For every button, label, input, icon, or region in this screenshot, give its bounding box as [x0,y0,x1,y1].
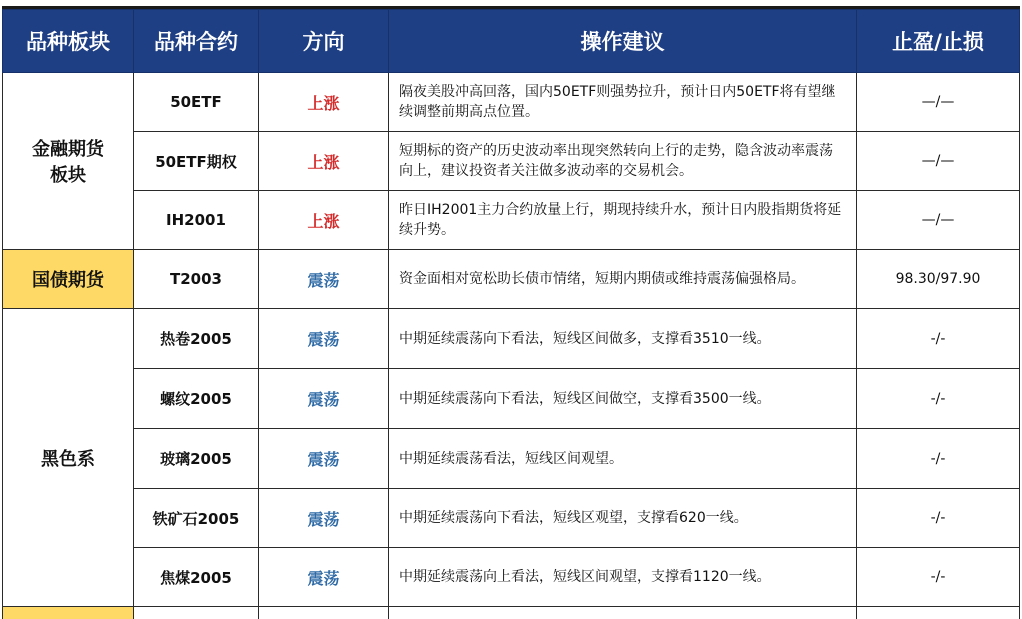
cut-off-cell [134,607,259,619]
table-row [3,132,1020,191]
advice-cell: 中期延续震荡看法，短线区间观望。 [389,429,857,489]
direction-cell: 震荡 [259,309,389,369]
advice-cell: 短期标的资产的历史波动率出现突然转向上行的走势，隐含波动率震荡向上，建议投资者关注做多波动率的交易机会。 [389,132,857,191]
tpsl-cell: -/- [857,429,1020,489]
direction-cell: 震荡 [259,548,389,607]
sector-financial [3,73,134,250]
cut-off-cell [3,607,134,619]
advice-cell: 中期延续震荡向下看法，短线区间做空，支撑看3500一线。 [389,369,857,429]
tpsl-cell: —/— [857,73,1020,132]
sector-bond: 国债期货 [3,250,134,309]
contract-cell: 50ETF [134,73,259,132]
contract-cell: 热卷2005 [134,309,259,369]
contract-cell: 铁矿石2005 [134,489,259,548]
contract-cell: 螺纹2005 [134,369,259,429]
cut-off-cell [857,607,1020,619]
direction-cell: 上涨 [259,73,389,132]
sector-financial-label: 金融期货板块 [32,135,104,187]
header-row [3,10,1020,73]
advice-cell: 中期延续震荡向下看法，短线区间做多，支撑看3510一线。 [389,309,857,369]
advice-cell: 隔夜美股冲高回落，国内50ETF则强势拉升，预计日内50ETF将有望继续调整前期高点位置。 [389,73,857,132]
contract-cell: 焦煤2005 [134,548,259,607]
sector-black: 黑色系 [3,309,134,607]
header-direction: 方向 [259,10,389,73]
tpsl-cell: -/- [857,489,1020,548]
cut-off-cell [259,607,389,619]
table-row [3,369,1020,429]
advice-cell: 中期延续震荡向下看法，短线区观望，支撑看620一线。 [389,489,857,548]
direction-cell: 上涨 [259,132,389,191]
contract-cell: 玻璃2005 [134,429,259,489]
table-row [3,309,1020,369]
contract-cell: IH2001 [134,191,259,250]
direction-cell: 震荡 [259,369,389,429]
tpsl-cell: -/- [857,309,1020,369]
contract-cell: 50ETF期权 [134,132,259,191]
contract-cell: T2003 [134,250,259,309]
tpsl-cell: -/- [857,369,1020,429]
advice-cell: 资金面相对宽松助长债市情绪，短期内期债或维持震荡偏强格局。 [389,250,857,309]
table-row-partial [3,607,1020,619]
trading-advice-table [2,9,1020,619]
advice-cell: 昨日IH2001主力合约放量上行，期现持续升水，预计日内股指期货将延续升势。 [389,191,857,250]
tpsl-cell: -/- [857,548,1020,607]
direction-cell: 震荡 [259,489,389,548]
direction-cell: 震荡 [259,429,389,489]
table-row [3,191,1020,250]
direction-cell: 上涨 [259,191,389,250]
header-sector: 品种板块 [3,10,134,73]
table-row [3,429,1020,489]
table-row [3,489,1020,548]
tpsl-cell: —/— [857,191,1020,250]
table-row [3,250,1020,309]
header-tpsl: 止盈/止损 [857,10,1020,73]
advice-cell: 中期延续震荡向上看法，短线区间观望，支撑看1120一线。 [389,548,857,607]
header-advice: 操作建议 [389,10,857,73]
tpsl-cell: —/— [857,132,1020,191]
table-row [3,73,1020,132]
header-contract: 品种合约 [134,10,259,73]
tpsl-cell: 98.30/97.90 [857,250,1020,309]
cut-off-cell [389,607,857,619]
table-row [3,548,1020,607]
direction-cell: 震荡 [259,250,389,309]
